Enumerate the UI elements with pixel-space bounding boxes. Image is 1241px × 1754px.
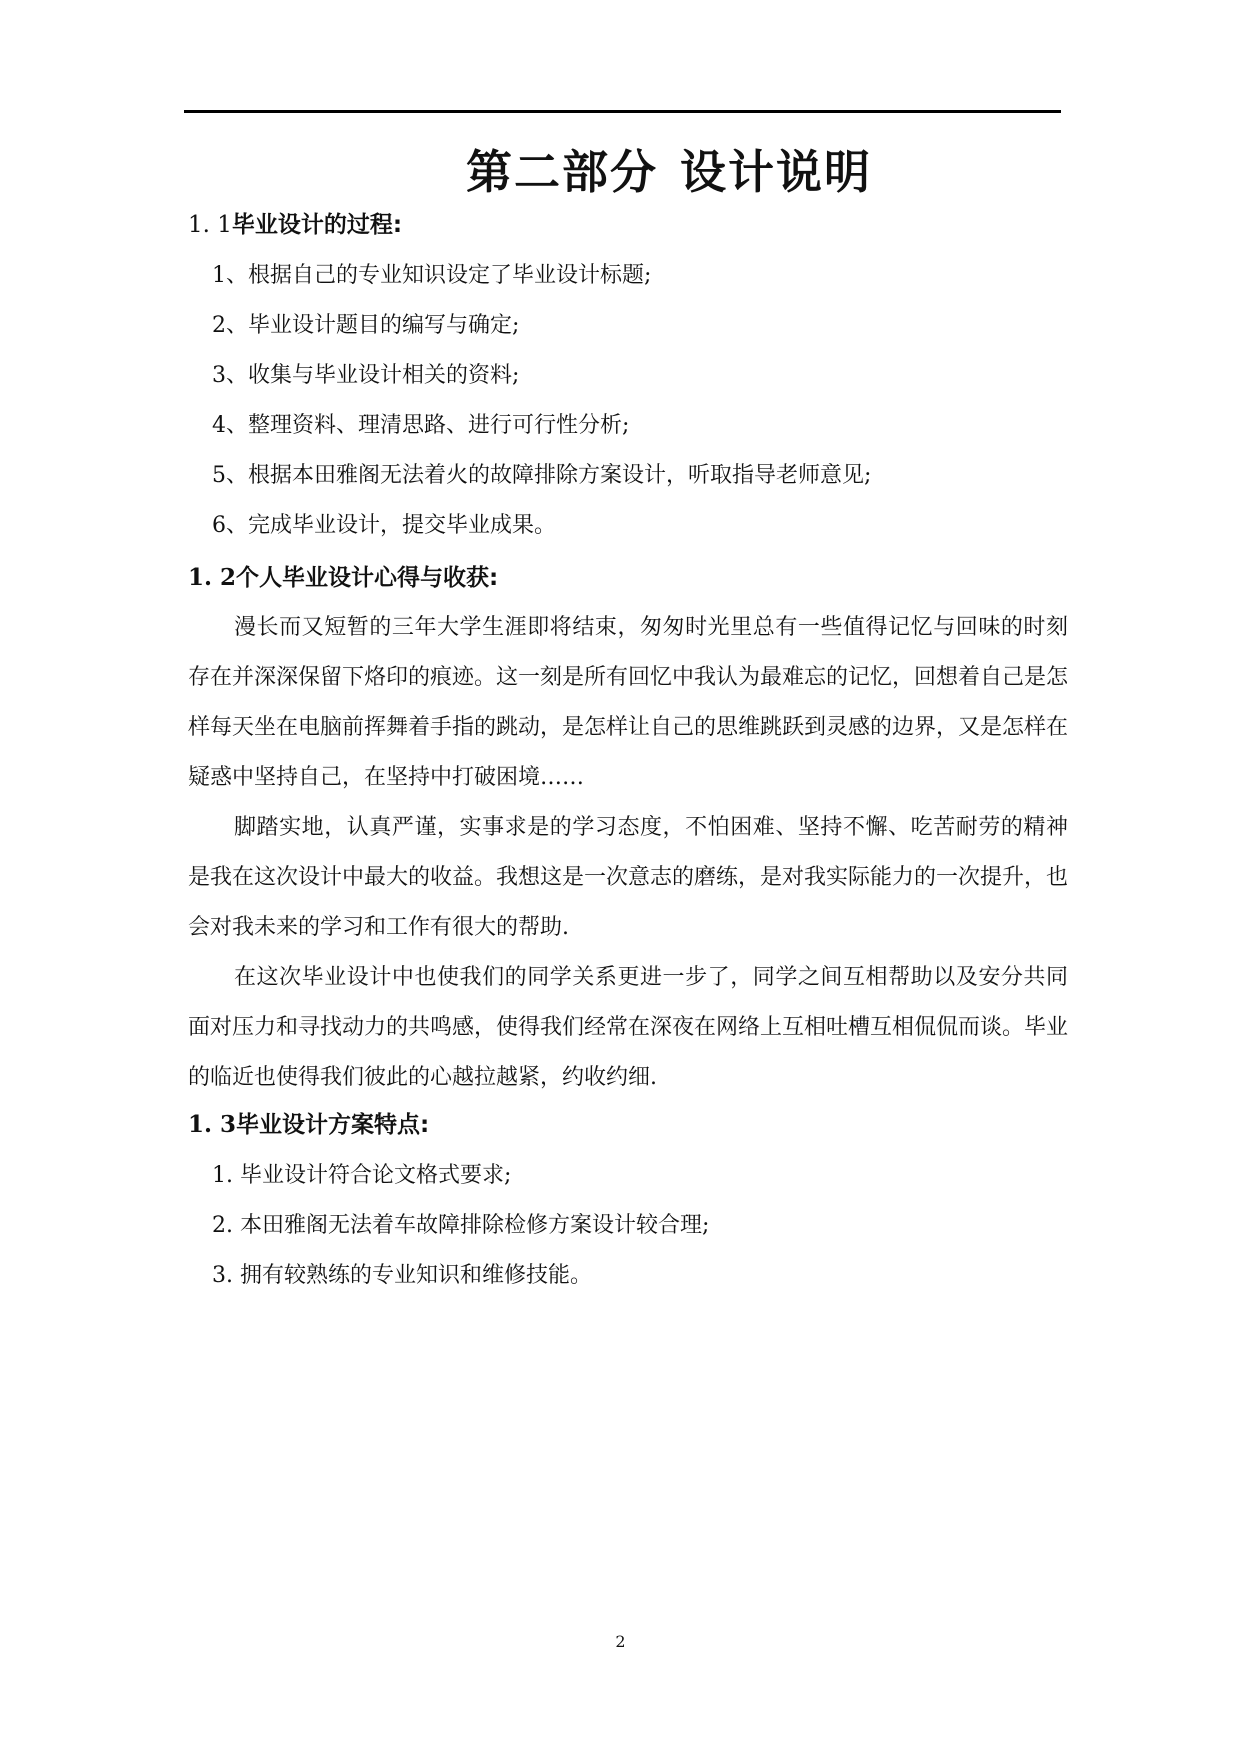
- list-item: 5、根据本田雅阁无法着火的故障排除方案设计，听取指导老师意见;: [212, 463, 872, 488]
- paragraph: 漫长而又短暂的三年大学生涯即将结束，匆匆时光里总有一些值得记忆与回味的时刻存在并深深保留下烙印的痕迹。这一刻是所有回忆中我认为最难忘的记忆，回想着自己是怎样每天坐在电脑前挥舞着手指的跳动，是怎样让自己的思维跳跃到灵感的边界，又是怎样在疑惑中坚持自己，在坚持中打破困境……: [188, 615, 1069, 790]
- list-item: 2、毕业设计题目的编写与确定;: [212, 313, 520, 338]
- section-2-title: 个人毕业设计心得与收获:: [236, 565, 499, 591]
- paragraph: 脚踏实地，认真严谨，实事求是的学习态度，不怕困难、坚持不懈、吃苦耐劳的精神是我在这次设计中最大的收益。我想这是一次意志的磨练，是对我实际能力的一次提升，也会对我未来的学习和工作有很大的帮助.: [188, 815, 1069, 940]
- page-number: 2: [615, 1632, 626, 1651]
- section-3-heading: [188, 1107, 429, 1143]
- section-2-number: 1. 2: [188, 564, 237, 591]
- page-title: [184, 140, 1154, 204]
- list-item: 3. 拥有较熟练的专业知识和维修技能。: [212, 1263, 592, 1288]
- section-3-number: 1. 3: [188, 1111, 237, 1138]
- paragraph: 在这次毕业设计中也使我们的同学关系更进一步了，同学之间互相帮助以及安分共同面对压力和寻找动力的共鸣感，使得我们经常在深夜在网络上互相吐槽互相侃侃而谈。毕业的临近也使得我们彼此的心越拉越紧，约收约细.: [188, 965, 1069, 1090]
- list-item: 4、整理资料、理清思路、进行可行性分析;: [212, 413, 630, 438]
- section-1-number: 1. 1: [188, 212, 232, 238]
- list-item: 6、完成毕业设计，提交毕业成果。: [212, 513, 556, 538]
- list-item: 3、收集与毕业设计相关的资料;: [212, 363, 520, 388]
- list-item: 2. 本田雅阁无法着车故障排除检修方案设计较合理;: [212, 1213, 710, 1238]
- section-2-heading: [188, 560, 498, 596]
- title-part: 第二部分: [466, 145, 658, 199]
- section-3-title: 毕业设计方案特点:: [236, 1112, 430, 1138]
- header-rule: [184, 110, 1061, 113]
- section-1-title: 毕业设计的过程:: [231, 212, 403, 238]
- list-item: 1、根据自己的专业知识设定了毕业设计标题;: [212, 263, 652, 288]
- section-1-heading: [188, 207, 402, 243]
- title-name: 设计说明: [680, 145, 872, 199]
- list-item: 1. 毕业设计符合论文格式要求;: [212, 1163, 512, 1188]
